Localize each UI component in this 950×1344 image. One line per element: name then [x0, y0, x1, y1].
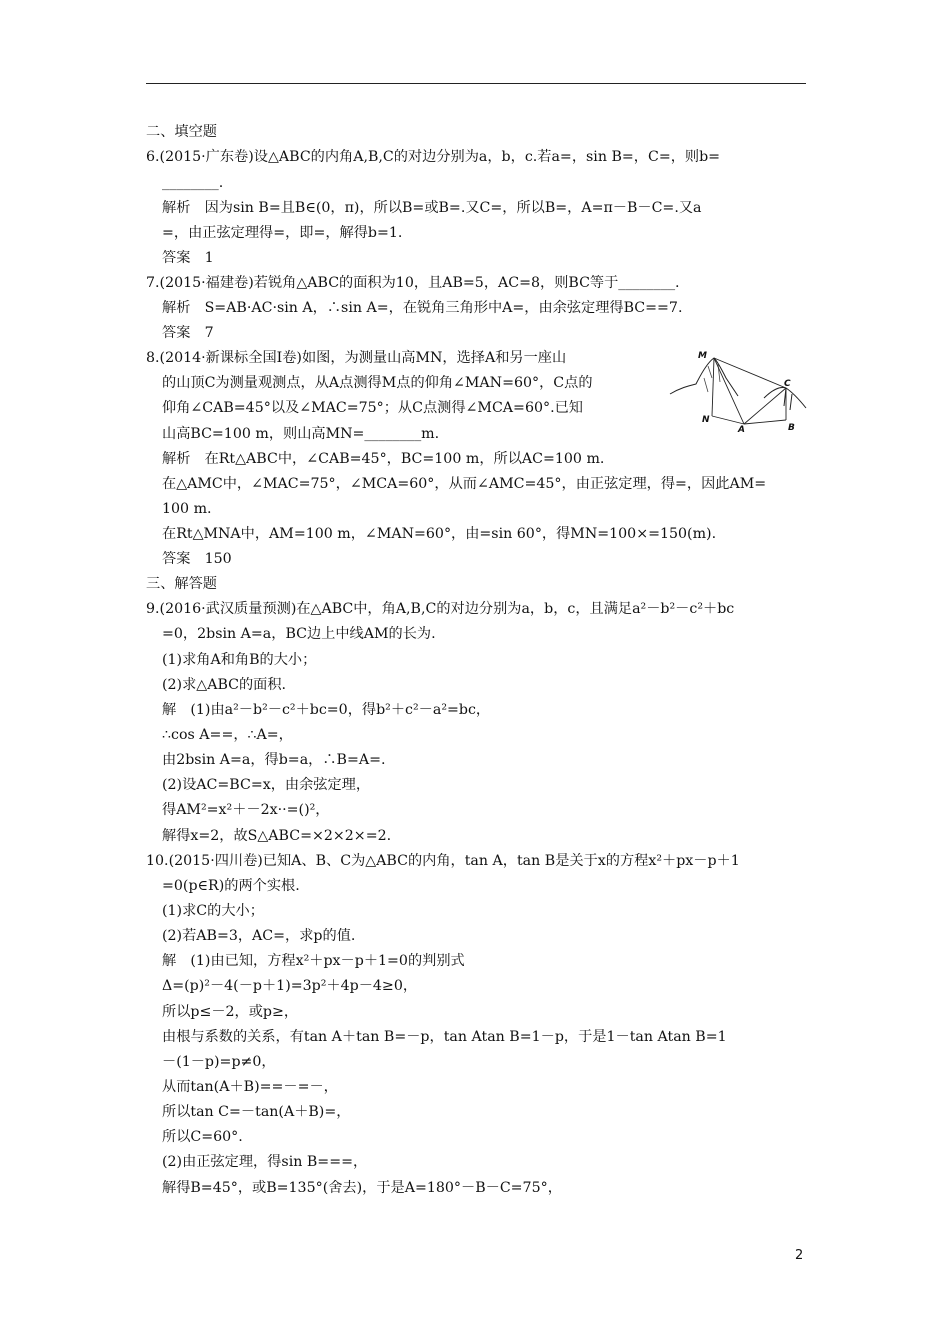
problem-10-stem-line2: =0(p∈R)的两个实根. [162, 878, 300, 894]
problem-10-solution-line8: 所以C=60°. [162, 1129, 243, 1145]
problem-9-part2: (2)求△ABC的面积. [162, 677, 287, 693]
problem-10-solution-line5: －(1－p)=p≠0， [162, 1054, 276, 1070]
problem-8-answer: 答案 150 [162, 551, 232, 567]
section-heading-2: 三、解答题 [146, 576, 217, 592]
problem-10-solution-line7: 所以tan C=－tan(A＋B)=， [162, 1104, 351, 1120]
problem-8-analysis-line3: 100 m. [162, 501, 212, 517]
line-mn [712, 358, 714, 416]
right-mountain-outline [764, 387, 806, 410]
problem-7-stem: 7.(2015·福建卷)若锐角△ABC的面积为10，且AB=5，AC=8，则BC等于________. [146, 275, 680, 291]
problem-10-solution: 解 (1)由已知，方程x²＋px－p＋1=0的判别式 [162, 953, 465, 969]
problem-8-stem: 8.(2014·新课标全国Ⅰ卷)如图，为测量山高MN，选择A和另一座山 [146, 350, 567, 366]
header-rule [146, 83, 806, 84]
figure-label-a: A [738, 425, 745, 432]
problem-7-answer: 答案 7 [162, 325, 214, 341]
problem-9-solution-line2: ∴cos A==，∴A=， [162, 727, 293, 743]
problem-9-stem-line2: =0，2bsin A=a，BC边上中线AM的长为. [162, 626, 436, 642]
line-ac [744, 388, 786, 424]
problem-6-answer: 答案 1 [162, 250, 214, 266]
problem-8-analysis: 解析 在Rt△ABC中，∠CAB=45°，BC=100 m，所以AC=100 m. [162, 451, 605, 467]
problem-9-solution-line6: 解得x=2，故S△ABC=×2×2×=2. [162, 828, 392, 844]
problem-6-stem: 6.(2015·广东卷)设△ABC的内角A,B,C的对边分别为a，b，c.若a=，sin B=，C=，则b= [146, 149, 721, 165]
problem-10-solution-line2: Δ=(p)²－4(－p＋1)=3p²＋4p－4≥0， [162, 978, 418, 994]
mountain-figure [668, 348, 808, 432]
page-number: 2 [795, 1248, 804, 1263]
problem-9-stem: 9.(2016·武汉质量预测)在△ABC中，角A,B,C的对边分别为a，b，c，且满足a²－b²－c²＋bc [146, 601, 735, 617]
problem-8-analysis-line2: 在△AMC中，∠MAC=75°，∠MCA=60°，从而∠AMC=45°，由正弦定理，得=，因此AM= [162, 476, 767, 492]
problem-8-stem-line2: 的山顶C为测量观测点，从A点测得M点的仰角∠MAN=60°，C点的 [162, 375, 593, 391]
problem-10-part1: (1)求C的大小； [162, 903, 264, 919]
problem-9-solution-line3: 由2bsin A=a，得b=a，∴B=A=. [162, 752, 386, 768]
problem-8-stem-line3: 仰角∠CAB=45°以及∠MAC=75°；从C点测得∠MCA=60°.已知 [162, 400, 583, 416]
mountain-hatching [704, 364, 720, 392]
problem-10-solution-line3: 所以p≤－2，或p≥， [162, 1004, 299, 1020]
problem-6-analysis: 解析 因为sin B=且B∈(0，π)，所以B=或B=.又C=，所以B=，A=π－B－C=.又a [162, 200, 702, 216]
problem-9-solution-line5: 得AM²=x²＋－2x··=()²， [162, 802, 330, 818]
section-heading: 二、填空题 [146, 124, 217, 140]
problem-8-stem-line4: 山高BC=100 m，则山高MN=________m. [162, 426, 440, 442]
line-mc [714, 358, 786, 388]
line-ma [714, 358, 744, 424]
figure-label-c: C [784, 379, 791, 389]
problem-9-solution-line4: (2)设AC=BC=x，由余弦定理， [162, 777, 371, 793]
figure-label-b: B [788, 423, 795, 432]
problem-7-analysis: 解析 S=AB·AC·sin A，∴sin A=，在锐角三角形中A=，由余弦定理得BC==7. [162, 300, 683, 316]
problem-6-analysis-cont: =，由正弦定理得=，即=，解得b=1. [162, 225, 403, 241]
line-na [712, 416, 744, 424]
problem-10-solution-line4: 由根与系数的关系，有tan A＋tan B=－p，tan Atan B=1－p，于是1－tan Atan B=1 [162, 1029, 727, 1045]
problem-10-solution-line10: 解得B=45°，或B=135°(舍去)，于是A=180°－B－C=75°， [162, 1180, 562, 1196]
problem-6-blank: ________. [162, 175, 224, 191]
figure-label-n: N [702, 415, 710, 425]
problem-10-part2: (2)若AB=3，AC=，求p的值. [162, 928, 356, 944]
problem-10-stem: 10.(2015·四川卷)已知A、B、C为△ABC的内角，tan A，tan B是关于x的方程x²＋px－p＋1 [146, 853, 740, 869]
problem-9-solution: 解 (1)由a²－b²－c²＋bc=0，得b²＋c²－a²=bc， [162, 702, 491, 718]
problem-10-solution-line6: 从而tan(A＋B)==－=－， [162, 1079, 338, 1095]
line-ab [744, 420, 786, 424]
problem-9-part1: (1)求角A和角B的大小； [162, 652, 317, 668]
problem-8-analysis-line4: 在Rt△MNA中，AM=100 m，∠MAN=60°，由=sin 60°，得MN=100×=150(m). [162, 526, 717, 542]
problem-10-solution-line9: (2)由正弦定理，得sin B===， [162, 1154, 368, 1170]
figure-label-m: M [698, 351, 707, 361]
